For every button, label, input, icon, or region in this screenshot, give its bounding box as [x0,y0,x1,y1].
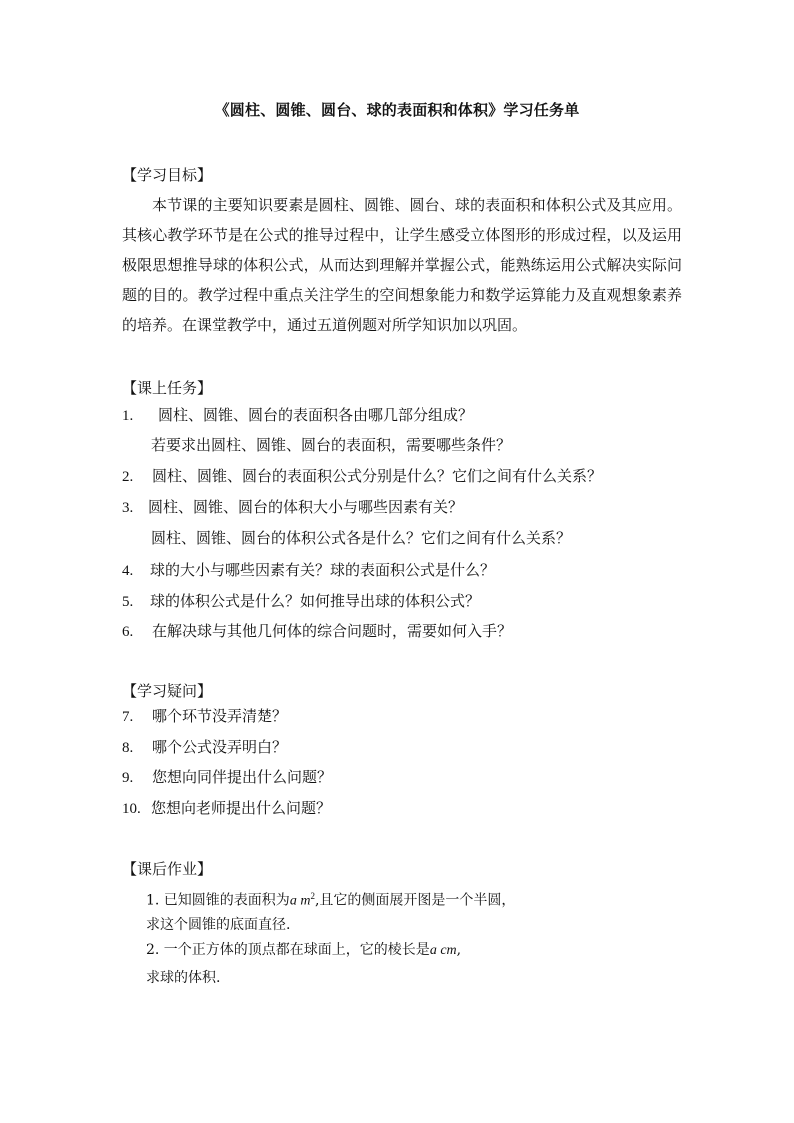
task-number: 3. [122,500,134,516]
task-number: 6. [122,624,134,640]
question-number: 8. [122,740,134,756]
task-item-1-sub: 若要求出圆柱、圆锥、圆台的表面积，需要哪些条件？ [151,436,512,454]
task-text: 球的体积公式是什么？如何推导出球的体积公式？ [150,592,481,610]
task-text: 圆柱、圆锥、圆台的体积大小与哪些因素有关？ [148,498,464,516]
task-item-3-sub: 圆柱、圆锥、圆台的体积公式各是什么？它们之间有什么关系？ [151,529,572,547]
homework-q1-suffix: ,且它的侧面展开图是一个半圆， [314,892,516,909]
question-text: 您想向同伴提出什么问题？ [152,768,333,786]
homework-q2-prefix: 2. 一个正方体的顶点都在球面上，它的棱长是 [146,942,430,958]
question-item-7 [122,706,287,727]
task-number: 2. [122,469,134,485]
task-item-3 [122,497,463,518]
task-item-5 [122,591,480,612]
homework-question-1-line2: 求这个圆锥的底面直径. [146,917,291,933]
question-text: 哪个环节没弄清楚？ [152,707,288,725]
task-text: 球的大小与哪些因素有关？球的表面积公式是什么？ [150,561,496,579]
task-item-6 [122,621,512,642]
task-number: 4. [122,563,134,579]
section-heading-tasks: 【课上任务】 [122,379,213,397]
question-number: 10. [122,801,141,817]
homework-q1-variable: a m [289,893,311,909]
homework-question-2-line2: 求球的体积. [146,970,221,986]
homework-question-2 [146,940,461,961]
question-number: 7. [122,709,134,725]
goals-paragraph: 本节课的主要知识要素是圆柱、圆锥、圆台、球的表面积和体积公式及其应用。其核心教学环节是在公式的推导过程中，让学生感受立体图形的形成过程，以及运用极限思想推导球的体积公式，从而达到理解并掌握公式，能熟练运用公式解决实际问题的目的。教学过程中重点关注学生的空间想象能力和数学运算能力及直观想象素养的培养。在课堂教学中，通过五道例题对所学知识加以巩固。 [122,196,682,334]
task-item-4 [122,560,495,581]
question-item-10 [122,798,331,819]
task-text: 圆柱、圆锥、圆台的表面积公式分别是什么？它们之间有什么关系？ [152,467,603,485]
homework-q2-variable: a cm [429,943,457,958]
homework-q1-exponent: 2 [310,891,315,901]
section-heading-questions: 【学习疑问】 [122,682,213,700]
task-text: 在解决球与其他几何体的综合问题时，需要如何入手？ [152,622,513,640]
homework-q1-prefix: 1. 已知圆锥的表面积为 [146,892,290,909]
task-text: 圆柱、圆锥、圆台的表面积各由哪几部分组成？ [158,406,474,424]
homework-q2-suffix: , [456,942,462,958]
homework-question-1 [146,886,515,912]
document-title: 《圆柱、圆锥、圆台、球的表面积和体积》学习任务单 [214,101,580,119]
question-item-8 [122,737,287,758]
task-item-1 [122,405,473,426]
section-heading-homework: 【课后作业】 [122,860,213,878]
question-item-9 [122,767,332,788]
question-number: 9. [122,770,134,786]
question-text: 您想向老师提出什么问题？ [151,799,332,817]
task-item-2 [122,466,602,487]
task-number: 1. [122,408,134,424]
question-text: 哪个公式没弄明白？ [152,738,288,756]
section-heading-goals: 【学习目标】 [122,166,213,184]
task-number: 5. [122,594,134,610]
